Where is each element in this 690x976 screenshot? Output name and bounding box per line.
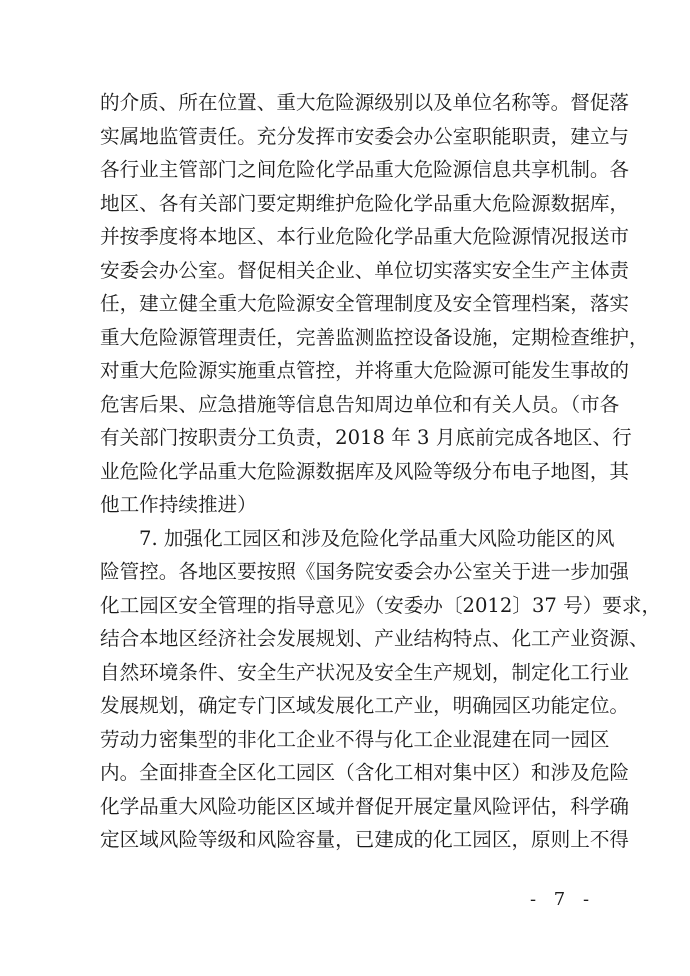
text-line: 的介质、所在位置、重大危险源级别以及单位名称等。督促落 [100,91,630,114]
page-number: - 7 - [530,889,596,910]
text-line: 重大危险源管理责任，完善监测监控设备设施，定期检查维护， [100,325,649,349]
text-line: 对重大危险源实施重点管控，并将重大危险源可能发生事故的 [100,359,630,382]
section-heading-line: 7. 加强化工园区和涉及危险化学品重大风险功能区的风 [139,526,615,550]
text-line: 任，建立健全重大危险源安全管理制度及安全管理档案，落实 [100,292,630,315]
text-line: 各行业主管部门之间危险化学品重大危险源信息共享机制。各 [100,158,630,181]
text-line: 定区域风险等级和风险容量，已建成的化工园区，原则上不得 [100,828,630,851]
text-line: 险管控。各地区要按照《国务院安委会办公室关于进一步加强 [100,560,630,583]
text-line: 自然环境条件、安全生产状况及安全生产规划，制定化工行业 [100,660,630,684]
text-line: 化工园区安全管理的指导意见》（安委办〔2012〕37 号）要求， [100,593,662,617]
text-line: 结合本地区经济社会发展规划、产业结构特点、化工产业资源、 [100,627,649,650]
text-line: 化学品重大风险功能区区域并督促开展定量风险评估，科学确 [100,794,630,818]
text-line: 他工作持续推进） [100,493,257,516]
text-line: 有关部门按职责分工负责，2018 年 3 月底前完成各地区、行 [100,426,632,449]
text-line: 危害后果、应急措施等信息告知周边单位和有关人员。（市各 [100,392,620,416]
body-text [100,86,662,857]
text-line: 地区、各有关部门要定期维护危险化学品重大危险源数据库， [100,191,630,215]
text-line: 实属地监管责任。充分发挥市安委会办公室职能职责，建立与 [100,124,630,148]
text-line: 发展规划，确定专门区域发展化工产业，明确园区功能定位。 [100,694,630,717]
text-line: 安委会办公室。督促相关企业、单位切实落实安全生产主体责 [100,258,630,282]
text-line: 并按季度将本地区、本行业危险化学品重大危险源情况报送市 [100,225,630,248]
text-line: 劳动力密集型的非化工企业不得与化工企业混建在同一园区 [100,727,610,751]
text-line: 业危险化学品重大危险源数据库及风险等级分布电子地图，其 [100,459,630,483]
text-line: 内。全面排查全区化工园区（含化工相对集中区）和涉及危险 [100,761,630,784]
